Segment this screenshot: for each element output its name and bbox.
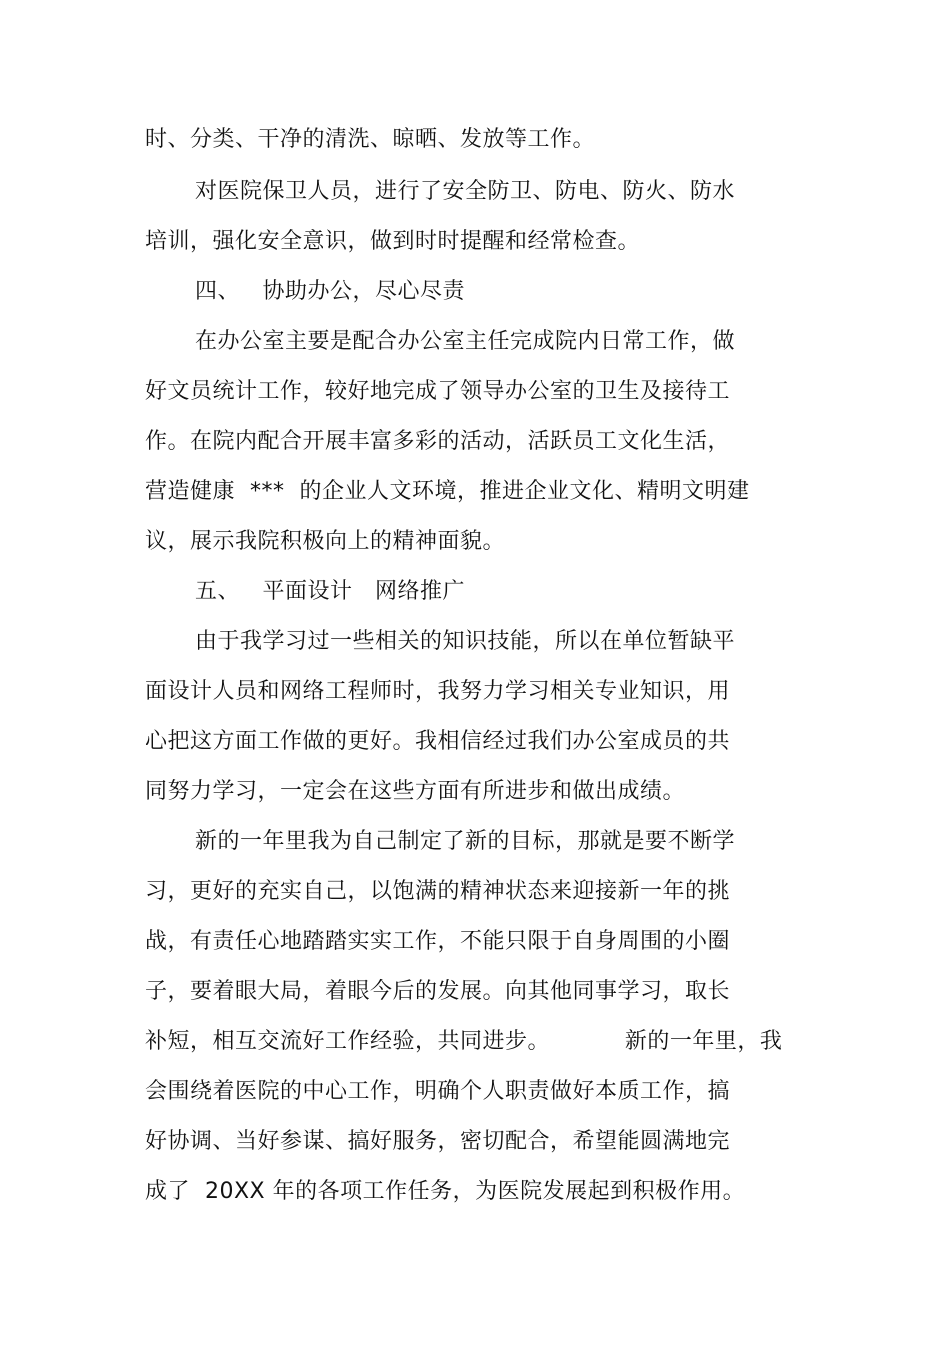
paragraph-first-line: 在办公室主要是配合办公室主任完成院内日常工作，做 <box>195 329 736 354</box>
text-line: 子，要着眼大局，着眼今后的发展。向其他同事学习，取长 <box>145 979 731 1004</box>
paragraph-first-line: 对医院保卫人员，进行了安全防卫、防电、防火、防水 <box>195 179 736 204</box>
section-heading: 四、 协助办公，尽心尽责 <box>195 279 465 304</box>
text-line: 好协调、当好参谋、搞好服务，密切配合，希望能圆满地完 <box>145 1129 731 1154</box>
text-line: 时、分类、干净的清洗、晾晒、发放等工作。 <box>145 127 596 152</box>
text-line: 会围绕着医院的中心工作，明确个人职责做好本质工作，搞 <box>145 1079 731 1104</box>
text-line: 面设计人员和网络工程师时，我努力学习相关专业知识，用 <box>145 679 731 704</box>
text-line: 同努力学习，一定会在这些方面有所进步和做出成绩。 <box>145 779 686 804</box>
text-line: 战，有责任心地踏踏实实工作，不能只限于自身周围的小圈 <box>145 929 731 954</box>
paragraph-first-line: 新的一年里我为自己制定了新的目标，那就是要不断学 <box>195 829 736 854</box>
text-line: 补短，相互交流好工作经验，共同进步。 新的一年里，我 <box>145 1029 783 1054</box>
text-line: 营造健康 *** 的企业人文环境，推进企业文化、精明文明建 <box>145 479 750 504</box>
text-line: 习，更好的充实自己，以饱满的精神状态来迎接新一年的挑 <box>145 879 731 904</box>
text-line: 好文员统计工作，较好地完成了领导办公室的卫生及接待工 <box>145 379 731 404</box>
text-line: 作。在院内配合开展丰富多彩的活动，活跃员工文化生活， <box>145 429 731 454</box>
section-heading: 五、 平面设计 网络推广 <box>195 579 465 604</box>
text-line: 成了 20XX 年的各项工作任务，为医院发展起到积极作用。 <box>145 1179 746 1204</box>
paragraph-first-line: 由于我学习过一些相关的知识技能，所以在单位暂缺平 <box>195 629 736 654</box>
text-line: 心把这方面工作做的更好。我相信经过我们办公室成员的共 <box>145 729 731 754</box>
text-line: 培训，强化安全意识，做到时时提醒和经常检查。 <box>145 229 641 254</box>
text-line: 议，展示我院积极向上的精神面貌。 <box>145 529 506 554</box>
